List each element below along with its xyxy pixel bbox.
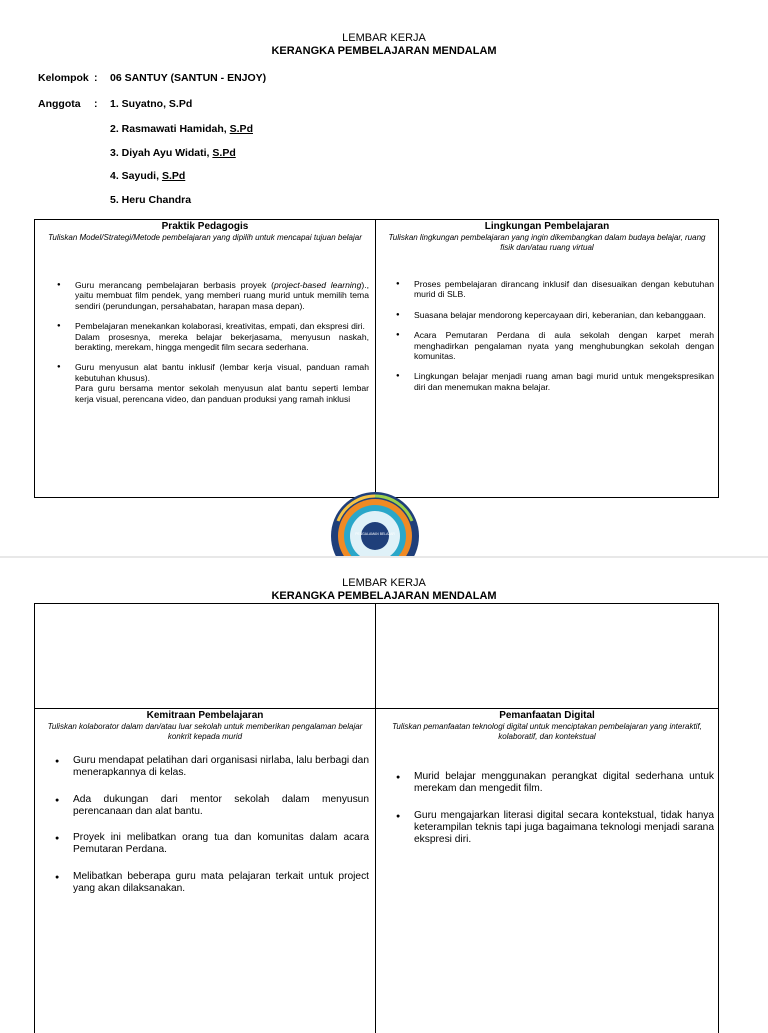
deep-learning-framework-logo bbox=[330, 491, 420, 556]
framework-wheel-icon bbox=[330, 491, 420, 556]
praktik-pedagogis-cell bbox=[35, 220, 375, 497]
lingkungan-list bbox=[396, 279, 714, 392]
text-line: Dalam prosesnya, mereka belajar bekerjasama, menyusun naskah, berakting, merekam, hingga mengedit film secara sederhana. bbox=[75, 331, 369, 353]
framework-table-top bbox=[34, 219, 719, 498]
kelompok-colon: : bbox=[94, 72, 98, 84]
member-2-name: 2. Rasmawati Hamidah, bbox=[110, 123, 230, 135]
kemitraan-pembelajaran-cell bbox=[35, 709, 375, 1029]
member-3 bbox=[110, 147, 236, 159]
anggota-label: Anggota bbox=[38, 98, 81, 110]
text-segment: )., yaitu membuat film pendek, yang memberi ruang murid untuk memilih tema sendiri (perundungan, persahabatan, harapan masa depan). bbox=[75, 280, 369, 311]
page-title bbox=[0, 577, 768, 603]
list-item bbox=[57, 280, 369, 311]
praktik-list bbox=[57, 280, 369, 404]
kelompok-value: 06 SANTUY (SANTUN - ENJOY) bbox=[110, 72, 267, 84]
page-title bbox=[0, 32, 768, 58]
kelompok-row bbox=[38, 72, 266, 84]
list-item: ● Proses pembelajaran dirancang inklusif dan disesuaikan dengan kebutuhan murid di SLB. bbox=[396, 279, 714, 300]
member-3-title: S.Pd bbox=[212, 147, 236, 159]
title-line-2: KERANGKA PEMBELAJARAN MENDALAM bbox=[271, 590, 497, 602]
member-4-name: 4. Sayudi, bbox=[110, 170, 162, 182]
member-3-name: 3. Diyah Ayu Widati, bbox=[110, 147, 213, 159]
text-line: ● Pembelajaran menekankan kolaborasi, kreativitas, empati, dan ekspresi diri. bbox=[75, 321, 365, 332]
lingkungan-pembelajaran-cell bbox=[376, 220, 718, 497]
kelompok-label: Kelompok bbox=[38, 72, 89, 84]
lingkungan-subtitle: Tuliskan lingkungan pembelajaran yang ingin dikembangkan dalam budaya belajar, ruang fisik dan/atau ruang virtual bbox=[388, 233, 706, 252]
kemitraan-list bbox=[55, 755, 369, 895]
worksheet-page-2 bbox=[0, 560, 768, 1024]
text-line: Para guru bersama mentor sekolah menyusun alat bantu seperti lembar kerja visual, perencana video, dan panduan produksi yang ramah inklusi bbox=[75, 383, 369, 404]
list-item bbox=[57, 362, 369, 404]
anggota-row bbox=[38, 98, 192, 110]
member-1: 1. Suyatno, S.Pd bbox=[110, 98, 193, 110]
list-item: ● Melibatkan beberapa guru mata pelajaran terkait untuk project yang akan dilaksanakan. bbox=[55, 871, 369, 896]
member-4-title: S.Pd bbox=[161, 170, 186, 182]
digital-subtitle: Tuliskan pemanfaatan teknologi digital untuk menciptakan pembelajaran yang interaktif, kolaboratif, dan kontekstual bbox=[392, 722, 702, 741]
kemitraan-subtitle: Tuliskan kolaborator dalam dan/atau luar sekolah untuk memberikan pengalaman belajar konkrit kepada murid bbox=[47, 722, 363, 741]
member-4 bbox=[110, 170, 185, 182]
empty-cell-right bbox=[376, 604, 718, 708]
empty-cell-left bbox=[35, 604, 375, 708]
list-item: ● Proyek ini melibatkan orang tua dan komunitas dalam acara Pemutaran Perdana. bbox=[55, 832, 369, 857]
framework-table-bottom bbox=[34, 603, 719, 1033]
kemitraan-heading: Kemitraan Pembelajaran bbox=[146, 710, 264, 721]
pemanfaatan-digital-cell bbox=[376, 709, 718, 1029]
title-line-1: LEMBAR KERJA bbox=[342, 32, 426, 44]
list-item: ● Lingkungan belajar menjadi ruang aman bagi murid untuk mengekspresikan diri dan menemukan makna belajar. bbox=[396, 371, 714, 392]
text-segment: Guru merancang pembelajaran berbasis proyek ( bbox=[75, 280, 274, 290]
list-item: ● Guru mendapat pelatihan dari organisasi nirlaba, lalu berbagi dan menerapkannya di kelas. bbox=[55, 755, 369, 780]
digital-list bbox=[396, 771, 714, 846]
text-line: ● Guru menyusun alat bantu inklusif (lembar kerja visual, panduan ramah kebutuhan khusus). bbox=[75, 362, 369, 383]
title-line-1: LEMBAR KERJA bbox=[342, 577, 426, 589]
praktik-heading: Praktik Pedagogis bbox=[161, 221, 249, 232]
list-item: ● Suasana belajar mendorong kepercayaan diri, keberanian, dan kebanggaan. bbox=[396, 310, 714, 320]
digital-heading: Pemanfaatan Digital bbox=[499, 710, 595, 721]
list-item: ● Murid belajar menggunakan perangkat digital sederhana untuk merekam dan mengedit film. bbox=[396, 771, 714, 796]
logo-center-text: PENGALAMAN BELAJAR bbox=[355, 532, 395, 536]
list-item: ● Guru mengajarkan literasi digital secara kontekstual, tidak hanya keterampilan teknis tapi juga bagaimana teknologi menjadi sarana ekspresi diri. bbox=[396, 810, 714, 847]
member-2-title: S.Pd bbox=[229, 123, 253, 135]
anggota-colon: : bbox=[94, 98, 98, 110]
lingkungan-heading: Lingkungan Pembelajaran bbox=[484, 221, 610, 232]
list-item bbox=[57, 321, 369, 352]
list-item: ● Ada dukungan dari mentor sekolah dalam menyusun perencanaan dan alat bantu. bbox=[55, 794, 369, 819]
member-2 bbox=[110, 123, 253, 135]
member-5 bbox=[110, 194, 191, 206]
list-item: ● Acara Pemutaran Perdana di aula sekolah dengan karpet merah menghadirkan pengalaman nyata yang menghubungkan sekolah dengan komunitas. bbox=[396, 330, 714, 361]
title-line-2: KERANGKA PEMBELAJARAN MENDALAM bbox=[271, 45, 497, 57]
praktik-subtitle: Tuliskan Model/Strategi/Metode pembelajaran yang dipilih untuk mencapai tujuan belajar bbox=[48, 233, 362, 242]
page-separator bbox=[0, 556, 768, 558]
text-segment-italic: project-based learning bbox=[273, 280, 362, 290]
member-5-name: 5. Heru Chandra bbox=[110, 194, 192, 206]
